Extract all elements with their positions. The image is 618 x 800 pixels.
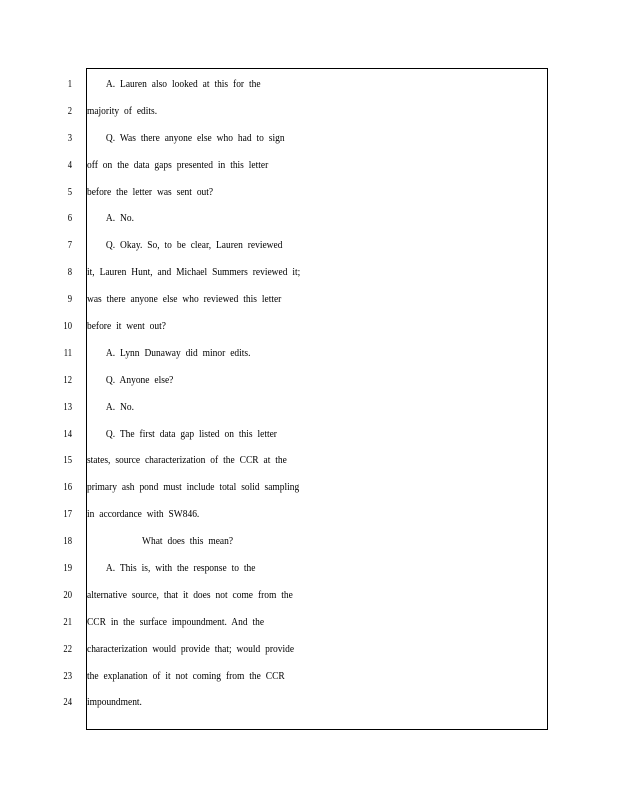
line-number: 2 — [67, 104, 72, 117]
line-number: 5 — [67, 185, 72, 198]
line-number: 3 — [67, 131, 72, 144]
line-number: 18 — [63, 535, 72, 548]
line-number: 22 — [63, 642, 72, 655]
line-number: 8 — [67, 266, 72, 279]
transcript-line: A. Lynn Dunaway did minor edits. — [105, 346, 251, 359]
transcript-line: A. This is, with the response to the — [105, 562, 256, 575]
transcript-body — [87, 71, 377, 716]
transcript-line: A. No. — [105, 212, 134, 225]
transcript-line: in accordance with SW846. — [87, 508, 200, 521]
line-number: 12 — [63, 373, 72, 386]
transcript-line: A. Lauren also looked at this for the — [105, 78, 261, 90]
line-number: 24 — [63, 696, 72, 709]
line-number: 11 — [63, 346, 72, 359]
line-number: 14 — [63, 427, 72, 440]
transcript-line: Q. Was there anyone else who had to sign — [105, 131, 285, 144]
transcript-line: impoundment. — [87, 696, 142, 709]
line-number: 10 — [63, 320, 72, 333]
transcript-line: What does this mean? — [142, 535, 234, 548]
transcript-line: off on the data gaps presented in this letter — [87, 158, 269, 171]
transcript-line: it, Lauren Hunt, and Michael Summers reviewed it; — [87, 266, 301, 279]
line-number: 6 — [67, 212, 72, 225]
line-number: 23 — [63, 669, 72, 682]
transcript-line: states, source characterization of the CCR at the — [87, 454, 287, 467]
line-number: 1 — [67, 78, 72, 90]
line-number: 21 — [63, 615, 72, 628]
line-number: 7 — [67, 239, 72, 252]
line-number: 17 — [63, 508, 72, 521]
line-number: 15 — [63, 454, 72, 467]
line-number: 9 — [67, 293, 72, 306]
line-number: 20 — [63, 588, 72, 601]
transcript-line: was there anyone else who reviewed this letter — [87, 293, 282, 306]
transcript-line: primary ash pond must include total solid sampling — [87, 481, 300, 494]
transcript-line: before it went out? — [87, 320, 166, 333]
transcript-line: majority of edits. — [87, 104, 158, 117]
transcript-line: the explanation of it not coming from the CCR — [87, 669, 285, 682]
transcript-line: Q. Okay. So, to be clear, Lauren reviewed — [105, 239, 283, 252]
transcript-line: before the letter was sent out? — [87, 185, 214, 198]
transcript-line: CCR in the surface impoundment. And the — [87, 615, 265, 628]
line-number: 13 — [63, 400, 72, 413]
transcript-line: A. No. — [105, 400, 134, 413]
transcript-line: characterization would provide that; would provide — [87, 642, 295, 655]
line-number: 16 — [63, 481, 72, 494]
transcript-line: Q. The first data gap listed on this letter — [105, 427, 277, 440]
line-number: 19 — [63, 562, 72, 575]
transcript-line: alternative source, that it does not come from the — [87, 588, 293, 601]
line-number: 4 — [67, 158, 72, 171]
transcript-line: Q. Anyone else? — [105, 373, 174, 386]
line-number-column — [50, 71, 72, 716]
